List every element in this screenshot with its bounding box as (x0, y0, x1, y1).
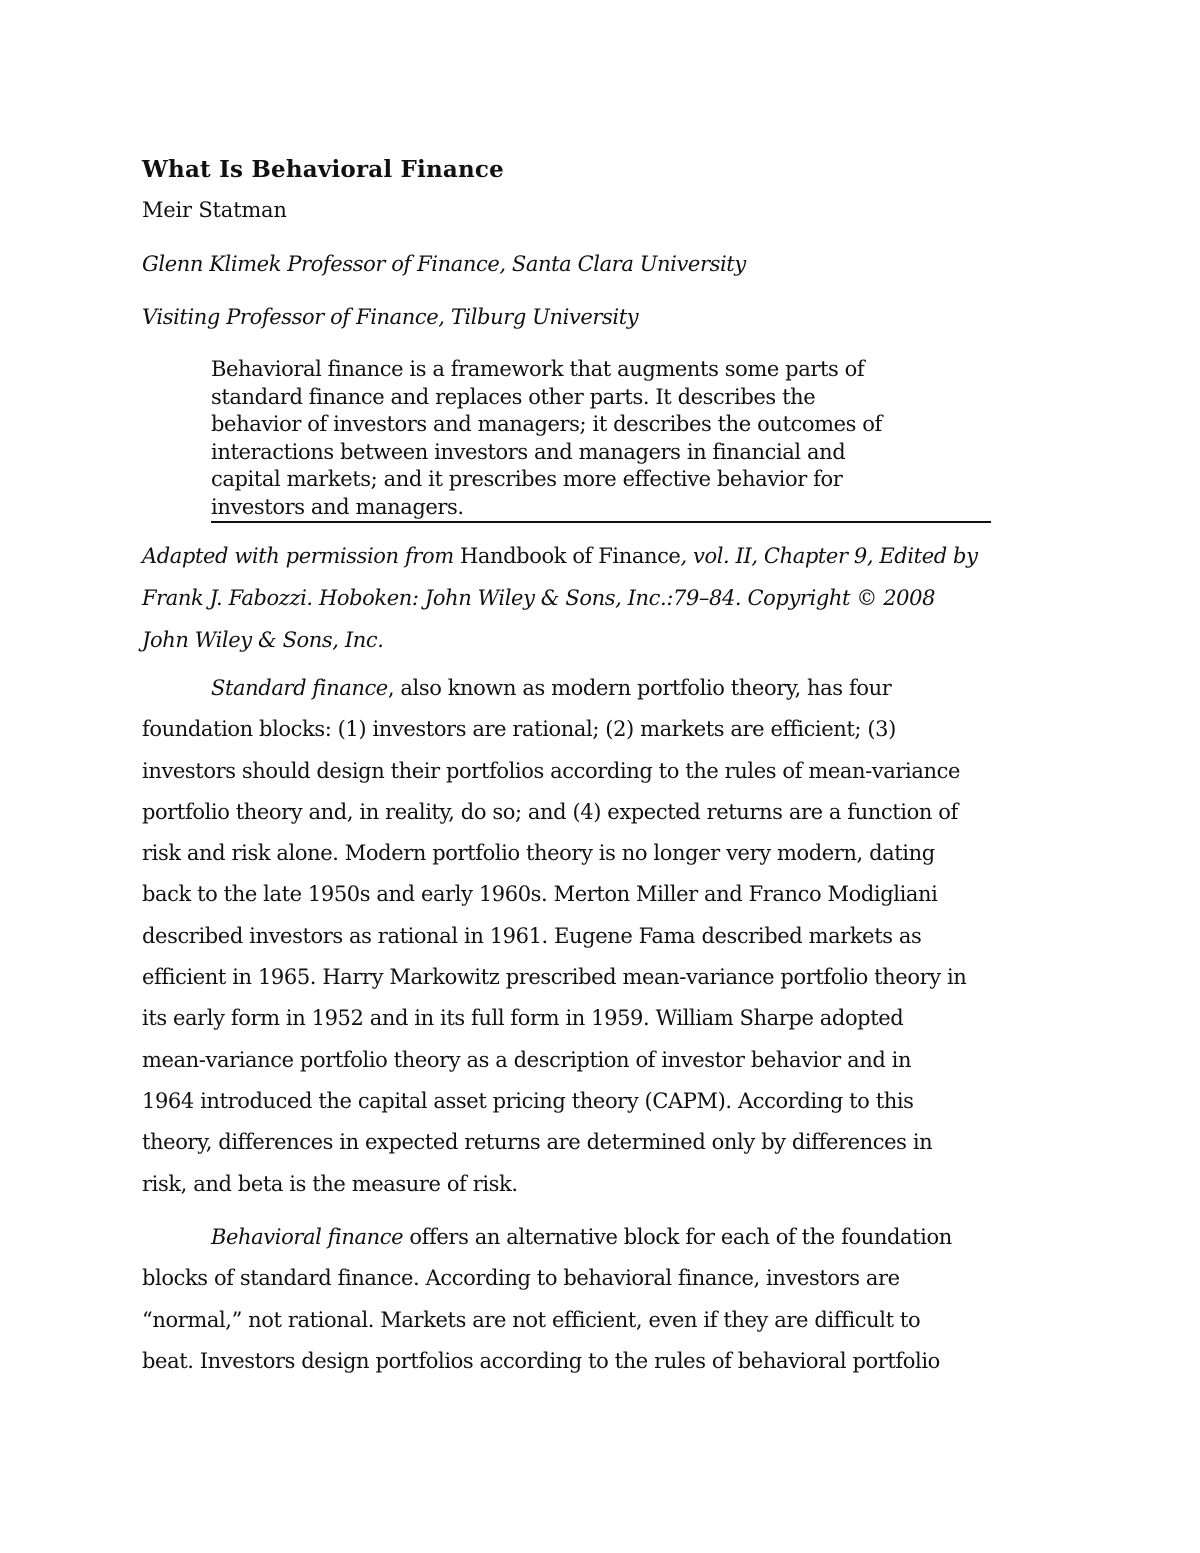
paragraph-line (142, 668, 1072, 709)
citation-prefix: Adapted with permission from (142, 544, 460, 568)
paragraph-line (142, 1217, 1072, 1258)
author-name: Meir Statman (142, 198, 287, 222)
body-paragraph-standard-finance (142, 668, 1072, 1205)
paragraph-line: investors should design their portfolios according to the rules of mean-variance (142, 758, 960, 783)
paragraph-line: described investors as rational in 1961. Eugene Fama described markets as (142, 923, 922, 948)
citation-line1-rest: , vol. II, Chapter 9, Edited by (680, 544, 978, 568)
paragraph-line: 1964 introduced the capital asset pricing theory (CAPM). According to this (142, 1088, 914, 1113)
paragraph-line: “normal,” not rational. Markets are not efficient, even if they are difficult to (142, 1307, 921, 1332)
paragraph-line: beat. Investors design portfolios according to the rules of behavioral portfolio (142, 1348, 940, 1373)
lead-term: Behavioral finance (211, 1225, 404, 1249)
citation-line (142, 535, 1072, 577)
citation-note (142, 535, 1072, 661)
paragraph-line: foundation blocks: (1) investors are rational; (2) markets are efficient; (3) (142, 717, 896, 742)
paragraph-line-rest: , also known as modern portfolio theory, has four (387, 676, 892, 700)
document-title: What Is Behavioral Finance (142, 156, 504, 183)
paragraph-line-rest: offers an alternative block for each of the foundation (403, 1225, 952, 1249)
abstract-line: standard finance and replaces other parts. It describes the (211, 384, 816, 409)
paragraph-line: back to the late 1950s and early 1960s. Merton Miller and Franco Modigliani (142, 882, 938, 907)
abstract-line: behavior of investors and managers; it describes the outcomes of (211, 412, 882, 436)
lead-term: Standard finance (211, 676, 388, 700)
paragraph-line: theory, differences in expected returns are determined only by differences in (142, 1130, 933, 1155)
paragraph-line: risk, and beta is the measure of risk. (142, 1171, 518, 1196)
paragraph-line: blocks of standard finance. According to behavioral finance, investors are (142, 1266, 900, 1291)
citation-line: John Wiley & Sons, Inc. (142, 628, 384, 652)
abstract-line: capital markets; and it prescribes more effective behavior for (211, 467, 843, 491)
paragraph-line: risk and risk alone. Modern portfolio theory is no longer very modern, dating (142, 841, 935, 866)
body-paragraph-behavioral-finance (142, 1217, 1072, 1382)
paragraph-line: its early form in 1952 and in its full form in 1959. William Sharpe adopted (142, 1006, 904, 1031)
affiliation-2: Visiting Professor of Finance, Tilburg University (142, 305, 639, 329)
abstract-line: Behavioral finance is a framework that augments some parts of (211, 357, 865, 381)
abstract-block (211, 356, 991, 523)
citation-book-title: Handbook of Finance (459, 544, 681, 568)
affiliation-1: Glenn Klimek Professor of Finance, Santa Clara University (142, 252, 746, 276)
paragraph-line: mean-variance portfolio theory as a description of investor behavior and in (142, 1047, 912, 1072)
abstract-line: investors and managers. (211, 494, 464, 519)
abstract-line: interactions between investors and managers in financial and (211, 439, 846, 464)
paragraph-line: efficient in 1965. Harry Markowitz prescribed mean-variance portfolio theory in (142, 965, 967, 990)
paragraph-line: portfolio theory and, in reality, do so; and (4) expected returns are a function of (142, 799, 958, 824)
citation-line: Frank J. Fabozzi. Hoboken: John Wiley & Sons, Inc.:79–84. Copyright © 2008 (142, 586, 936, 610)
